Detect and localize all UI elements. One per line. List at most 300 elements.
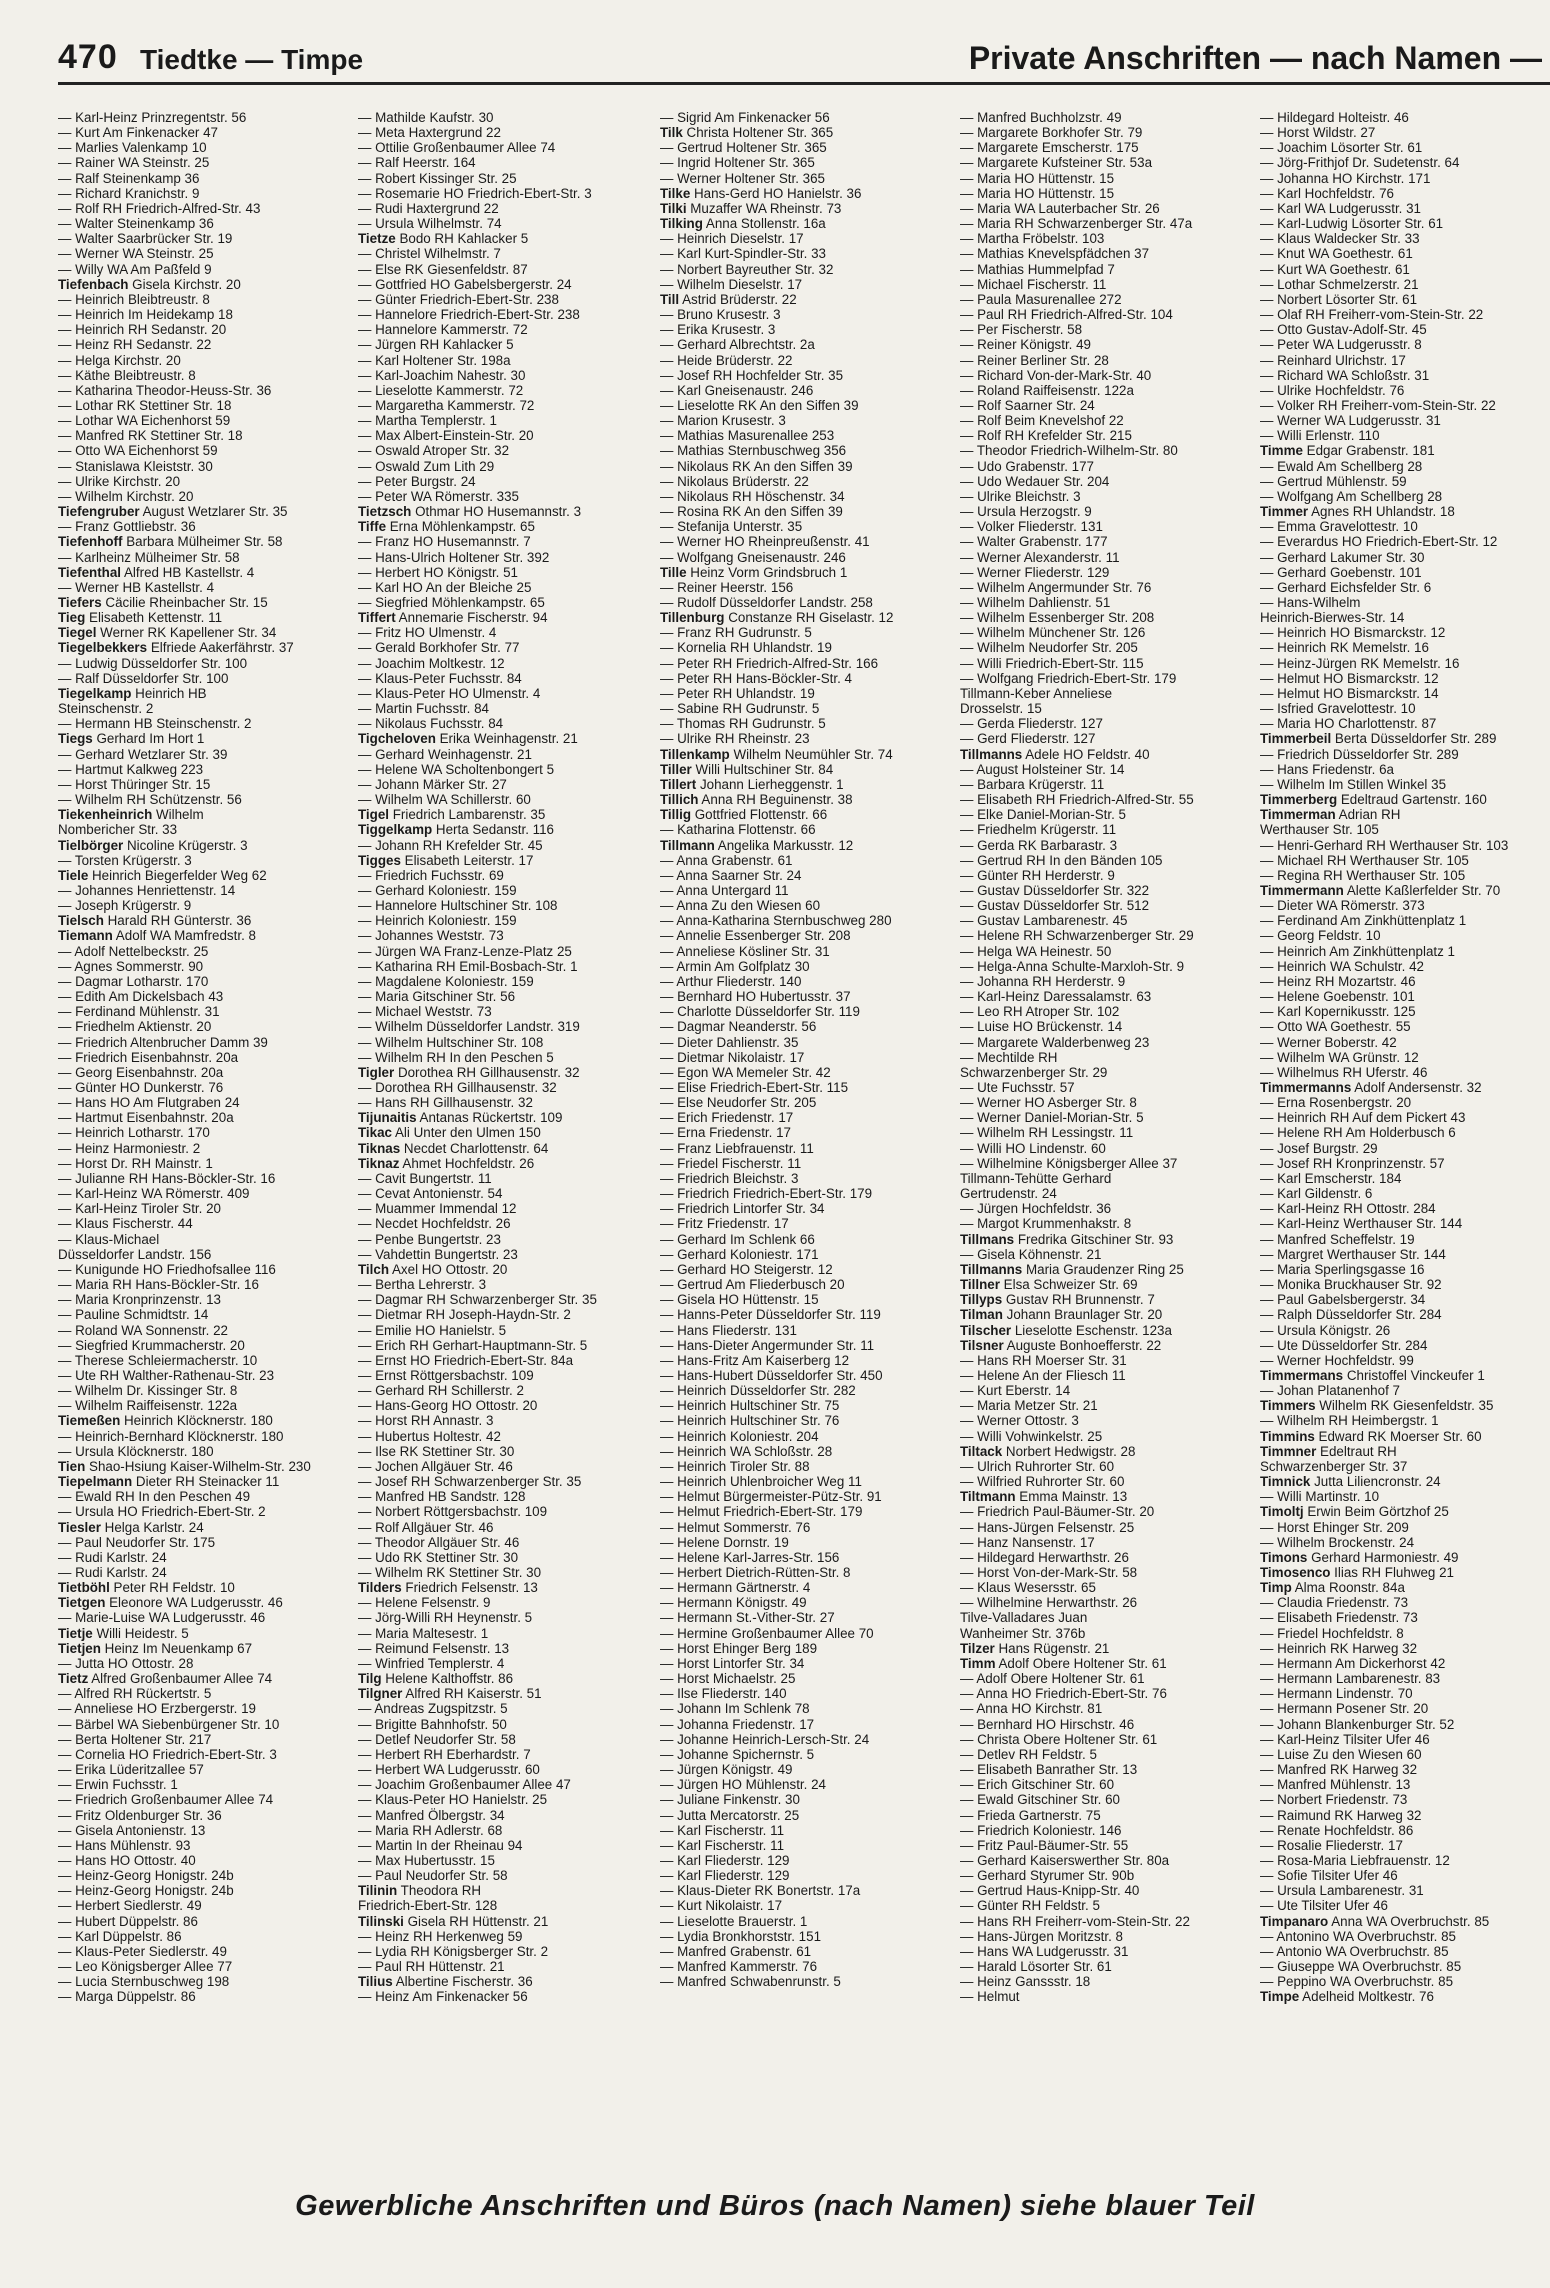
listing-entry: — Ewald Am Schellberg 28: [1260, 458, 1423, 474]
listing-entry: — Manfred HB Sandstr. 128: [358, 1489, 526, 1505]
listing-entry: — Lydia RH Königsberger Str. 2: [358, 1943, 549, 1959]
listing-entry: — Herbert Dietrich-Rütten-Str. 8: [660, 1565, 851, 1580]
listing-entry: — Thomas RH Gudrunstr. 5: [660, 716, 826, 732]
listing-entry: Tilg Helene Kalthoffstr. 86: [358, 1671, 514, 1687]
listing-entry: — Anna Grabenstr. 61: [660, 852, 793, 868]
listing-entry: — Dieter Dahlienstr. 35: [660, 1034, 799, 1050]
listing-entry: Tillmann Angelika Markusstr. 12: [660, 837, 854, 853]
listing-entry: — Ottilie Großenbaumer Allee 74: [358, 140, 556, 156]
listing-entry: — Nikolaus RK An den Siffen 39: [660, 458, 853, 474]
listing-entry: — Detlev RH Feldstr. 5: [960, 1746, 1097, 1762]
listing-entry: — Werner HB Kastellstr. 4: [58, 579, 215, 595]
listing-entry: — Kurt Eberstr. 14: [960, 1383, 1071, 1399]
listing-entry: — Johann Im Schlenk 78: [660, 1701, 810, 1717]
listing-entry: — Leo RH Atroper Str. 102: [960, 1004, 1120, 1020]
listing-entry: — Wilhelm Neudorfer Str. 205: [960, 640, 1138, 656]
listing-entry: — Paul Neudorfer Str. 58: [358, 1868, 508, 1884]
listing-entry: — Rolf Allgäuer Str. 46: [358, 1519, 494, 1535]
listing-entry: — Josef RH Schwarzenberger Str. 35: [358, 1474, 582, 1490]
listing-entry: Steinschenstr. 2: [58, 701, 154, 717]
listing-entry: — Mathias Sternbuschweg 356: [660, 443, 847, 459]
listing-entry: — Wilhelm Brockenstr. 24: [1260, 1534, 1415, 1550]
listing-entry: — Martin In der Rheinau 94: [358, 1837, 523, 1853]
listing-entry: — Peter WA Ludgerusstr. 8: [1260, 337, 1422, 353]
listing-entry: — Gerhard Weinhagenstr. 21: [358, 746, 532, 762]
listing-entry: Timp Alma Roonstr. 84a: [1260, 1580, 1405, 1596]
listing-entry: — Ilse RK Stettiner Str. 30: [358, 1443, 515, 1459]
listing-entry: — Maria Gitschiner Str. 56: [358, 989, 516, 1005]
listing-entry: — Friedhelm Krügerstr. 11: [960, 822, 1117, 838]
listing-entry: — Berta Holtener Str. 217: [58, 1731, 212, 1747]
listing-entry: — Elisabeth Banrather Str. 13: [960, 1762, 1138, 1778]
listing-entry: — Isfried Gravelottestr. 10: [1260, 701, 1416, 717]
listing-entry: — Ursula Klöcknerstr. 180: [58, 1443, 214, 1459]
listing-entry: — Ewald RH In den Peschen 49: [58, 1489, 251, 1505]
listing-entry: — Karl-Heinz Prinzregentstr. 56: [58, 110, 247, 125]
listing-entry: — Wolfgang Am Schellberg 28: [1260, 488, 1443, 504]
listing-entry: Tiele Heinrich Biegerfelder Weg 62: [58, 867, 267, 883]
listing-entry: — Everardus HO Friedrich-Ebert-Str. 12: [1260, 534, 1498, 550]
listing-entry: — Wilhelm Kirchstr. 20: [58, 488, 194, 504]
listing-entry: Tielbörger Nicoline Krügerstr. 3: [58, 837, 248, 853]
listing-entry: — Karl-Heinz Tilsiter Ufer 46: [1260, 1731, 1430, 1747]
listing-column-2: [358, 110, 650, 2165]
listing-entry: — Heinrich Koloniestr. 159: [358, 913, 517, 929]
listing-entry: — Günter Friedrich-Ebert-Str. 238: [358, 291, 559, 307]
listing-entry: — Franz HO Husemannstr. 7: [358, 534, 531, 550]
listing-entry: — Elisabeth Friedenstr. 73: [1260, 1610, 1418, 1626]
listing-entry: Tilinski Gisela RH Hüttenstr. 21: [358, 1913, 549, 1929]
listing-entry: — Helene Dornstr. 19: [660, 1534, 789, 1550]
listing-entry: Tiknas Necdet Charlottenstr. 64: [358, 1140, 549, 1156]
listing-entry: — Ute RH Walther-Rathenau-Str. 23: [58, 1367, 275, 1383]
listing-entry: — Anneliese HO Erzbergerstr. 19: [58, 1701, 256, 1717]
listing-entry: — Gerhard Styrumer Str. 90b: [960, 1868, 1135, 1884]
listing-entry: — Ursula Lambarenestr. 31: [1260, 1883, 1424, 1899]
listing-entry: Tilius Albertine Fischerstr. 36: [358, 1974, 533, 1990]
listing-entry: — Charlotte Düsseldorfer Str. 119: [660, 1004, 860, 1020]
listing-entry: — Horst Lintorfer Str. 34: [660, 1655, 805, 1671]
listing-entry: Timmermanns Adolf Andersenstr. 32: [1260, 1080, 1482, 1095]
listing-entry: — Dietmar RH Joseph-Haydn-Str. 2: [358, 1307, 571, 1323]
listing-column-1: [58, 110, 350, 2165]
listing-entry: — Elisabeth RH Friedrich-Alfred-Str. 55: [960, 792, 1194, 808]
listing-entry: — Jürgen WA Franz-Lenze-Platz 25: [358, 943, 572, 959]
listing-entry: — Heinrich Dieselstr. 17: [660, 231, 804, 247]
listing-entry: Tillich Anna RH Beguinenstr. 38: [660, 792, 853, 808]
listing-entry: Tiemeßen Heinrich Klöcknerstr. 180: [58, 1413, 273, 1429]
listing-entry: — Armin Am Golfplatz 30: [660, 958, 810, 974]
listing-entry: — Hermine Großenbaumer Allee 70: [660, 1625, 874, 1641]
listing-entry: — Gerald Borkhofer Str. 77: [358, 640, 520, 656]
listing-entry: — Anna Untergard 11: [660, 882, 789, 898]
listing-entry: — Manfred Grabenstr. 61: [660, 1943, 812, 1959]
listing-entry: — Werner Daniel-Morian-Str. 5: [960, 1110, 1144, 1126]
listing-entry: — Gerda RK Barbarastr. 3: [960, 837, 1118, 853]
listing-entry: — Norbert Bayreuther Str. 32: [660, 261, 834, 277]
listing-entry: — Karl Düppelstr. 86: [58, 1928, 182, 1944]
listing-entry: Tillner Elsa Schweizer Str. 69: [960, 1277, 1138, 1293]
listing-entry: — Maria Maltesestr. 1: [358, 1625, 489, 1641]
listing-entry: — Reiner Heerstr. 156: [660, 579, 794, 595]
listing-entry: — Otto WA Eichenhorst 59: [58, 443, 218, 459]
listing-entry: — Ernst HO Friedrich-Ebert-Str. 84a: [358, 1352, 574, 1368]
listing-entry: — Horst RH Annastr. 3: [358, 1413, 494, 1429]
listing-entry: — Dagmar RH Schwarzenberger Str. 35: [358, 1292, 597, 1308]
listing-entry: Tietje Willi Heidestr. 5: [58, 1625, 189, 1641]
listing-entry: — Heinrich Bleibtreustr. 8: [58, 291, 210, 307]
listing-entry: Tiefenhoff Barbara Mülheimer Str. 58: [58, 534, 283, 550]
listing-entry: — Margot Krummenhakstr. 8: [960, 1216, 1132, 1232]
listing-entry: — Rudi Karlstr. 24: [58, 1549, 167, 1565]
listing-entry: — Mathias Masurenallee 253: [660, 428, 835, 444]
listing-entry: — Heide Brüderstr. 22: [660, 352, 793, 368]
listing-entry: — Friedrich Bleichstr. 3: [660, 1170, 799, 1186]
listing-entry: — Andreas Zugspitzstr. 5: [358, 1701, 508, 1717]
listing-entry: — Henri-Gerhard RH Werthauser Str. 103: [1260, 837, 1509, 853]
listing-entry: — Werner Alexanderstr. 11: [960, 549, 1120, 565]
name-range: Tiedtke — Timpe: [140, 44, 364, 75]
listing-entry: — Lothar Schmelzerstr. 21: [1260, 276, 1419, 292]
listing-entry: Tillert Johann Lierheggenstr. 1: [660, 776, 844, 792]
listing-entry: Tieg Elisabeth Kettenstr. 11: [58, 610, 223, 626]
listing-entry: — Heinrich Im Heidekamp 18: [58, 307, 233, 323]
listing-entry: — Rainer WA Steinstr. 25: [58, 155, 210, 171]
listing-entry: — Werner WA Ludgerusstr. 31: [1260, 413, 1441, 429]
listing-entry: — Gertrud Holtener Str. 365: [660, 140, 827, 156]
listing-entry: Timmer Agnes RH Uhlandstr. 18: [1260, 504, 1455, 520]
listing-entry: Tikac Ali Unter den Ulmen 150: [358, 1125, 541, 1141]
listing-entry: — Karl-Heinz RH Ottostr. 284: [1260, 1201, 1436, 1217]
listing-entry: — Kurt Nikolaistr. 17: [660, 1898, 783, 1914]
listing-entry: — Hanz Nansenstr. 17: [960, 1534, 1095, 1550]
listing-entry: — Maria HO Hüttenstr. 15: [960, 170, 1115, 186]
listing-entry: — Friedrich Düsseldorfer Str. 289: [1260, 746, 1459, 762]
listing-entry: — Renate Hochfeldstr. 86: [1260, 1822, 1414, 1838]
listing-entry: — Ralf Düsseldorfer Str. 100: [58, 670, 229, 686]
listing-entry: — Paul Neudorfer Str. 175: [58, 1534, 216, 1550]
listing-entry: — Fritz Friedenstr. 17: [660, 1216, 789, 1232]
listing-entry: Tiggelkamp Herta Sedanstr. 116: [358, 822, 555, 838]
listing-entry: — Werner Boberstr. 42: [1260, 1034, 1397, 1050]
listing-entry: — Horst Von-der-Mark-Str. 58: [960, 1565, 1138, 1580]
listing-entry: — Gerhard RH Schillerstr. 2: [358, 1383, 524, 1399]
listing-entry: Tietz Alfred Großenbaumer Allee 74: [58, 1671, 273, 1687]
listing-entry: — Johann RH Krefelder Str. 45: [358, 837, 543, 853]
listing-entry: — Alfred RH Rückertstr. 5: [58, 1686, 212, 1702]
listing-entry: — Ute Düsseldorfer Str. 284: [1260, 1337, 1428, 1353]
listing-entry: — Karl Gildenstr. 6: [1260, 1186, 1373, 1202]
listing-entry: — Franz Gottliebstr. 36: [58, 519, 196, 535]
listing-entry: Tigges Elisabeth Leiterstr. 17: [358, 852, 534, 868]
listing-entry: Tiepelmann Dieter RH Steinacker 11: [58, 1474, 280, 1490]
listing-entry: Tiefers Cäcilie Rheinbacher Str. 15: [58, 595, 268, 610]
listing-entry: — Rosemarie HO Friedrich-Ebert-Str. 3: [358, 185, 592, 201]
listing-entry: — Karlheinz Mülheimer Str. 58: [58, 549, 240, 565]
listing-entry: Tillmann-Keber Anneliese: [960, 685, 1113, 701]
listing-entry: — Udo RK Stettiner Str. 30: [358, 1549, 519, 1565]
listing-entry: — Helga WA Heinestr. 50: [960, 943, 1112, 959]
listing-entry: Tilki Muzaffer WA Rheinstr. 73: [660, 200, 842, 216]
listing-entry: — Martha Templerstr. 1: [358, 413, 497, 429]
listing-entry: — Hans-Fritz Am Kaiserberg 12: [660, 1352, 850, 1368]
listing-entry: — Ursula HO Friedrich-Ebert-Str. 2: [58, 1504, 266, 1520]
listing-entry: — Bärbel WA Siebenbürgener Str. 10: [58, 1716, 280, 1732]
listing-entry: Timmermans Christoffel Vinckeufer 1: [1260, 1367, 1485, 1383]
listing-entry: — Lothar WA Eichenhorst 59: [58, 413, 231, 429]
listing-entry: — Hans-Dieter Angermunder Str. 11: [660, 1337, 875, 1353]
listing-entry: — Erna Friedenstr. 17: [660, 1125, 791, 1141]
listing-entry: — Manfred RK Stettiner Str. 18: [58, 428, 243, 444]
listing-entry: — Hannelore Hultschiner Str. 108: [358, 898, 558, 914]
listing-entry: — Wilhelm RH Schützenstr. 56: [58, 792, 242, 808]
listing-entry: — Bernhard HO Hirschstr. 46: [960, 1716, 1135, 1732]
listing-entry: — Jürgen Königstr. 49: [660, 1762, 793, 1778]
listing-entry: — Marga Düppelstr. 86: [58, 1989, 196, 2005]
listing-entry: — Anna Saarner Str. 24: [660, 867, 802, 883]
listing-entry: Timmermann Alette Kaßlerfelder Str. 70: [1260, 882, 1501, 898]
listing-entry: — Rudolf Düsseldorfer Landstr. 258: [660, 595, 873, 610]
listing-entry: — Horst Wildstr. 27: [1260, 125, 1376, 141]
listing-entry: — Erwin Fuchsstr. 1: [58, 1777, 178, 1793]
listing-entry: — Joachim Lösorter Str. 61: [1260, 140, 1423, 156]
listing-entry: Timpanaro Anna WA Overbruchstr. 85: [1260, 1913, 1490, 1929]
listing-entry: — Karl-Heinz Werthauser Str. 144: [1260, 1216, 1463, 1232]
listing-entry: — Walter Grabenstr. 177: [960, 534, 1108, 550]
listing-entry: — Wilhelm RH In den Peschen 5: [358, 1049, 554, 1065]
listing-entry: — Willi Martinstr. 10: [1260, 1489, 1380, 1505]
listing-entry: — Arthur Fliederstr. 140: [660, 973, 802, 989]
listing-entry: — Else Neudorfer Str. 205: [660, 1095, 817, 1111]
listing-entry: — Helene Karl-Jarres-Str. 156: [660, 1549, 840, 1565]
listing-entry: Tillig Gottfried Flottenstr. 66: [660, 807, 828, 823]
listing-entry: — Manfred Buchholzstr. 49: [960, 110, 1122, 125]
listing-entry: — Hans-Georg HO Ottostr. 20: [358, 1398, 538, 1414]
listing-entry: — Klaus Waldecker Str. 33: [1260, 231, 1420, 247]
listing-entry: Gertrudenstr. 24: [960, 1186, 1057, 1202]
listing-entry: Tiegel Werner RK Kapellener Str. 34: [58, 625, 277, 641]
listing-entry: — Christel Wilhelmstr. 7: [358, 246, 501, 262]
listing-entry: Timoltj Erwin Beim Görtzhof 25: [1260, 1504, 1449, 1520]
listing-entry: Till Astrid Brüderstr. 22: [660, 291, 797, 307]
listing-entry: — Josef RH Hochfelder Str. 35: [660, 367, 844, 383]
listing-entry: — Willy WA Am Paßfeld 9: [58, 261, 212, 277]
listing-entry: — Per Fischerstr. 58: [960, 322, 1083, 338]
listing-entry: — Joachim Moltkestr. 12: [358, 655, 505, 671]
listing-entry: — Anna-Katharina Sternbuschweg 280: [660, 913, 892, 929]
listing-entry: — Johanna Friedenstr. 17: [660, 1716, 815, 1732]
listing-entry: — Hans WA Ludgerusstr. 31: [960, 1943, 1129, 1959]
listing-entry: — Juliane Finkenstr. 30: [660, 1792, 800, 1808]
listing-entry: — Karl Kurt-Spindler-Str. 33: [660, 246, 826, 262]
listing-entry: — Stefanija Unterstr. 35: [660, 519, 803, 535]
listing-entry: — Franz Liebfrauenstr. 11: [660, 1140, 814, 1156]
listing-entry: — Karl Fischerstr. 11: [660, 1837, 785, 1853]
listing-entry: Timmers Wilhelm RK Giesenfeldstr. 35: [1260, 1398, 1494, 1414]
listing-entry: — Karl WA Ludgerusstr. 31: [1260, 200, 1422, 216]
listing-entry: — Ralf Steinenkamp 36: [58, 170, 200, 186]
listing-entry: — Wilhelmus RH Uferstr. 46: [1260, 1064, 1428, 1080]
listing-entry: Tietjen Heinz Im Neuenkamp 67: [58, 1640, 253, 1656]
listing-entry: Tillenkamp Wilhelm Neumühler Str. 74: [660, 746, 893, 762]
listing-entry: — Elise Friedrich-Ebert-Str. 115: [660, 1080, 849, 1095]
listing-entry: Tiegelbekkers Elfriede Aakerfährstr. 37: [58, 640, 294, 656]
listing-entry: — Karl Holtener Str. 198a: [358, 352, 511, 368]
listing-entry: Tilsner Auguste Bonhoefferstr. 22: [960, 1337, 1162, 1353]
listing-entry: Tillmans Fredrika Gitschiner Str. 93: [960, 1231, 1174, 1247]
listing-entry: — Wilhelm Dahlienstr. 51: [960, 595, 1111, 610]
listing-entry: — Katharina RH Emil-Bosbach-Str. 1: [358, 958, 578, 974]
listing-entry: — Paul Gabelsbergerstr. 34: [1260, 1292, 1426, 1308]
listing-entry: — Ralph Düsseldorfer Str. 284: [1260, 1307, 1442, 1323]
listing-entry: — Willi Vohwinkelstr. 25: [960, 1428, 1103, 1444]
listing-entry: — Gerhard Eichsfelder Str. 6: [1260, 579, 1432, 595]
listing-entry: — Hermann Lambarenestr. 83: [1260, 1671, 1441, 1687]
listing-entry: Timmerbeil Berta Düsseldorfer Str. 289: [1260, 731, 1497, 747]
listing-entry: — Ulrike Hochfeldstr. 76: [1260, 382, 1405, 398]
listing-entry: — Michael RH Werthauser Str. 105: [1260, 852, 1469, 868]
listing-entry: — Wilhelm Raiffeisenstr. 122a: [58, 1398, 238, 1414]
listing-entry: — Nikolaus RH Höschenstr. 34: [660, 488, 845, 504]
listing-entry: — Hans-Hubert Düsseldorfer Str. 450: [660, 1367, 883, 1383]
listing-entry: — Maria Kronprinzenstr. 13: [58, 1292, 221, 1308]
listing-entry: — Reinhard Ulrichstr. 17: [1260, 352, 1406, 368]
listing-entry: — Gertrud RH In den Bänden 105: [960, 852, 1163, 868]
listing-entry: — Helene Felsenstr. 9: [358, 1595, 491, 1611]
listing-entry: — Wolfgang Friedrich-Ebert-Str. 179: [960, 670, 1177, 686]
listing-entry: — Manfred Ölbergstr. 34: [358, 1807, 505, 1823]
listing-entry: — Hildegard Holteistr. 46: [1260, 110, 1409, 125]
listing-entry: — Ute Tilsiter Ufer 46: [1260, 1898, 1388, 1914]
listing-entry: — Helene RH Schwarzenberger Str. 29: [960, 928, 1194, 944]
listing-entry: Tigler Dorothea RH Gillhausenstr. 32: [358, 1064, 580, 1080]
listing-entry: — Heinz-Georg Honigstr. 24b: [58, 1868, 234, 1884]
listing-entry: Tilscher Lieselotte Eschenstr. 123a: [960, 1322, 1172, 1338]
listing-entry: — Gerhard Koloniestr. 171: [660, 1246, 819, 1262]
listing-entry: — Pauline Schmidtstr. 14: [58, 1307, 209, 1323]
listing-entry: — Siegfried Möhlenkampstr. 65: [358, 595, 545, 610]
listing-entry: — Georg Eisenbahnstr. 20a: [58, 1064, 224, 1080]
listing-entry: — Heinrich Tiroler Str. 88: [660, 1458, 810, 1474]
listing-entry: — Gerda Fliederstr. 127: [960, 716, 1103, 732]
listing-entry: — Wilhelm RK Stettiner Str. 30: [358, 1565, 542, 1580]
listing-entry: — Bernhard HO Hubertusstr. 37: [660, 989, 851, 1005]
listing-entry: — Roland Raiffeisenstr. 122a: [960, 382, 1134, 398]
listing-entry: — Christa Obere Holtener Str. 61: [960, 1731, 1158, 1747]
listing-entry: — Gertrud Mühlenstr. 59: [1260, 473, 1407, 489]
listing-entry: Tiltack Norbert Hedwigstr. 28: [960, 1443, 1136, 1459]
listing-entry: — Gerhard HO Steigerstr. 12: [660, 1261, 833, 1277]
listing-entry: Wanheimer Str. 376b: [960, 1625, 1086, 1641]
listing-entry: — Herbert WA Ludgerusstr. 60: [358, 1762, 540, 1778]
listing-entry: — Werner Ottostr. 3: [960, 1413, 1079, 1429]
listing-entry: — Werner WA Steinstr. 25: [58, 246, 214, 262]
listing-entry: — Manfred Kammerstr. 76: [660, 1959, 818, 1975]
listing-entry: — Karl Hochfeldstr. 76: [1260, 185, 1394, 201]
listing-entry: — Norbert Röttgersbachstr. 109: [358, 1504, 548, 1520]
listing-entry: — Erna Rosenbergstr. 20: [1260, 1095, 1412, 1111]
listing-entry: Tiegelkamp Heinrich HB: [58, 685, 207, 701]
listing-entry: Tillmanns Maria Graudenzer Ring 25: [960, 1261, 1184, 1277]
listing-entry: — Udo Grabenstr. 177: [960, 458, 1094, 474]
listing-entry: — Margarete Walderbenweg 23: [960, 1034, 1150, 1050]
listing-entry: — Josef Burgstr. 29: [1260, 1140, 1378, 1156]
listing-entry: — Dagmar Neanderstr. 56: [660, 1019, 817, 1035]
listing-entry: — Elke Daniel-Morian-Str. 5: [960, 807, 1126, 823]
listing-entry: Tillmann-Tehütte Gerhard: [960, 1170, 1112, 1186]
listing-column-5: [1260, 110, 1550, 2165]
listing-entry: — Anneliese Kösliner Str. 31: [660, 943, 830, 959]
listing-entry: — Günter HO Dunkerstr. 76: [58, 1080, 224, 1095]
listing-entry: — Karl HO An der Bleiche 25: [358, 579, 532, 595]
listing-entry: — Katharina Theodor-Heuss-Str. 36: [58, 382, 272, 398]
listing-entry: — Otto WA Goethestr. 55: [1260, 1019, 1411, 1035]
listing-entry: — Hanns-Peter Düsseldorfer Str. 119: [660, 1307, 881, 1323]
listing-entry: Timpe Adelheid Moltkestr. 76: [1260, 1989, 1434, 2005]
listing-entry: — Paula Masurenallee 272: [960, 291, 1122, 307]
listing-entry: — Hans-Jürgen Moritzstr. 8: [960, 1928, 1123, 1944]
listing-entry: — Antonino WA Overbruchstr. 85: [1260, 1928, 1456, 1944]
listing-column-3: [660, 110, 952, 2165]
listing-entry: — Heinrich-Bernhard Klöcknerstr. 180: [58, 1428, 284, 1444]
listing-entry: — Olaf RH Freiherr-vom-Stein-Str. 22: [1260, 307, 1484, 323]
listing-entry: — Manfred RK Harweg 32: [1260, 1762, 1418, 1778]
listing-entry: — Reimund Felsenstr. 13: [358, 1640, 510, 1656]
listing-entry: — Werner HO Rheinpreußenstr. 41: [660, 534, 870, 550]
listing-entry: Düsseldorfer Landstr. 156: [58, 1246, 212, 1262]
listing-entry: — Hans-Jürgen Felsenstr. 25: [960, 1519, 1135, 1535]
listing-entry: Tiefenthal Alfred HB Kastellstr. 4: [58, 564, 255, 580]
listing-entry: — Maria Sperlingsgasse 16: [1260, 1261, 1425, 1277]
listing-entry: — Heinrich Uhlenbroicher Weg 11: [660, 1474, 862, 1490]
listing-entry: — Else RK Giesenfeldstr. 87: [358, 261, 528, 277]
listing-entry: — Hans Mühlenstr. 93: [58, 1837, 191, 1853]
listing-entry: — Rudi Haxtergrund 22: [358, 200, 499, 216]
listing-entry: — Klaus-Dieter RK Bonertstr. 17a: [660, 1883, 861, 1899]
listing-entry: — Jochen Allgäuer Str. 46: [358, 1458, 513, 1474]
listing-entry: — Jürgen RH Kahlacker 5: [358, 337, 514, 353]
listing-entry: — Hannelore Friedrich-Ebert-Str. 238: [358, 307, 580, 323]
listing-entry: — Nikolaus Brüderstr. 22: [660, 473, 809, 489]
listing-entry: Tilgner Alfred RH Kaiserstr. 51: [358, 1686, 542, 1702]
listing-entry: — Helmut Sommerstr. 76: [660, 1519, 811, 1535]
listing-entry: — Karl-Heinz Tiroler Str. 20: [58, 1201, 221, 1217]
listing-entry: — Hermann St.-Vither-Str. 27: [660, 1610, 835, 1626]
listing-entry: — Friedrich Friedrich-Ebert-Str. 179: [660, 1186, 873, 1202]
listing-entry: Tiltmann Emma Mainstr. 13: [960, 1489, 1128, 1505]
listing-entry: — Luise Zu den Wiesen 60: [1260, 1746, 1422, 1762]
listing-entry: — Helmut Friedrich-Ebert-Str. 179: [660, 1504, 863, 1520]
listing-entry: — Johanna RH Herderstr. 9: [960, 973, 1126, 989]
listing-entry: — August Holsteiner Str. 14: [960, 761, 1125, 777]
listing-entry: — Werner Hochfeldstr. 99: [1260, 1352, 1414, 1368]
listing-entry: — Horst Thüringer Str. 15: [58, 776, 211, 792]
listing-entry: — Klaus-Peter Siedlerstr. 49: [58, 1943, 227, 1959]
listing-entry: — Herbert Siedlerstr. 49: [58, 1898, 202, 1914]
listing-entry: — Oswald Zum Lith 29: [358, 458, 495, 474]
listing-entry: — Maria Metzer Str. 21: [960, 1398, 1098, 1414]
listing-entry: Tillmanns Adele HO Feldstr. 40: [960, 746, 1150, 762]
listing-entry: — Peter WA Römerstr. 335: [358, 488, 519, 504]
listing-entry: — Annelie Essenberger Str. 208: [660, 928, 851, 944]
listing-entry: — Winfried Templerstr. 4: [358, 1655, 505, 1671]
listing-entry: — Friedrich Großenbaumer Allee 74: [58, 1792, 274, 1808]
listing-entry: — Vahdettin Bungertstr. 23: [358, 1246, 518, 1262]
listing-entry: — Mathilde Kaufstr. 30: [358, 110, 494, 125]
listing-entry: — Margret Werthauser Str. 144: [1260, 1246, 1446, 1262]
listing-entry: — Ute Fuchsstr. 57: [960, 1080, 1075, 1095]
listing-entry: — Klaus-Peter HO Ulmenstr. 4: [358, 685, 541, 701]
